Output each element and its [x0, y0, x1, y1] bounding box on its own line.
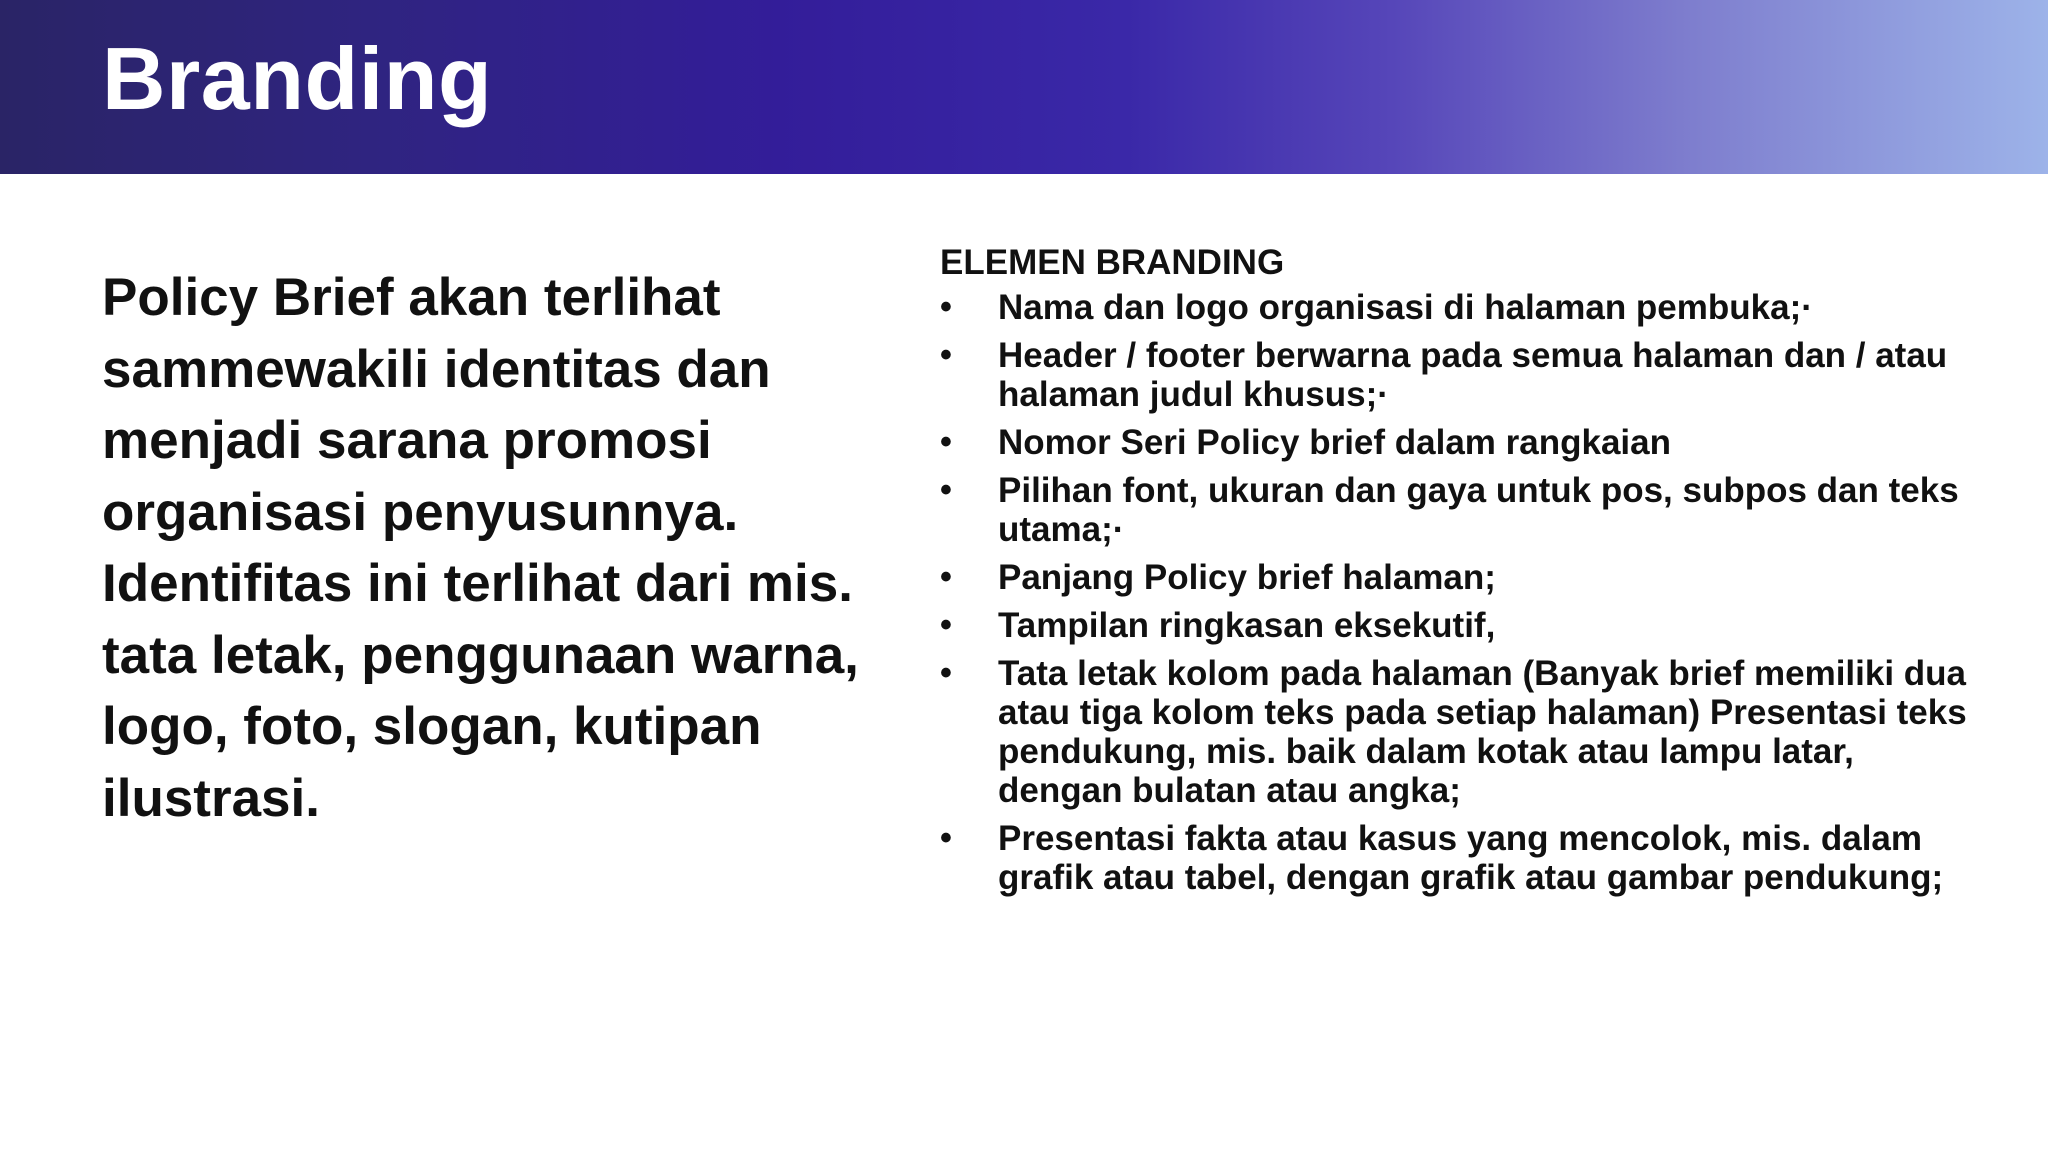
branding-elements-list: [940, 288, 1980, 897]
bullet-icon: •: [940, 558, 952, 596]
list-item-text: Nama dan logo organisasi di halaman pembuka;·: [998, 288, 1813, 327]
list-item: [940, 336, 1980, 414]
bullet-icon: •: [940, 471, 952, 509]
list-item: [940, 654, 1980, 810]
list-item: [940, 288, 1980, 327]
bullet-icon: •: [940, 654, 952, 692]
list-item-text: Tampilan ringkasan eksekutif,: [998, 606, 1496, 645]
intro-paragraph: Policy Brief akan terlihat sammewakili identitas dan menjadi sarana promosi organisasi penyusunnya. Identifitas ini terlihat dari mis. tata letak, penggunaan warna, logo, foto, slogan, kutipan ilustrasi.: [102, 268, 859, 828]
list-item: [940, 606, 1980, 645]
bullet-icon: •: [940, 819, 952, 857]
bullet-icon: •: [940, 606, 952, 644]
list-item-text: Nomor Seri Policy brief dalam rangkaian: [998, 423, 1671, 462]
slide-title: Branding: [102, 29, 493, 128]
bullet-icon: •: [940, 336, 952, 374]
list-item-text: Tata letak kolom pada halaman (Banyak brief memiliki dua atau tiga kolom teks pada setiap halaman) Presentasi teks pendukung, mis. baik dalam kotak atau lampu latar, dengan bulatan atau angka;: [998, 654, 1967, 810]
list-item: [940, 819, 1980, 897]
list-item-text: Presentasi fakta atau kasus yang mencolok, mis. dalam grafik atau tabel, dengan grafik atau gambar pendukung;: [998, 819, 1944, 897]
list-item-text: Header / footer berwarna pada semua halaman dan / atau halaman judul khusus;·: [998, 336, 1948, 414]
list-item-text: Panjang Policy brief halaman;: [998, 558, 1496, 597]
list-item: [940, 471, 1980, 549]
list-item-text: Pilihan font, ukuran dan gaya untuk pos, subpos dan teks utama;·: [998, 471, 1959, 549]
list-item: [940, 558, 1980, 597]
section-heading: ELEMEN BRANDING: [940, 243, 1285, 282]
branding-elements-section: [940, 240, 1980, 906]
title-bar: [0, 0, 2048, 174]
bullet-icon: •: [940, 423, 952, 461]
bullet-icon: •: [940, 288, 952, 326]
list-item: [940, 423, 1980, 462]
